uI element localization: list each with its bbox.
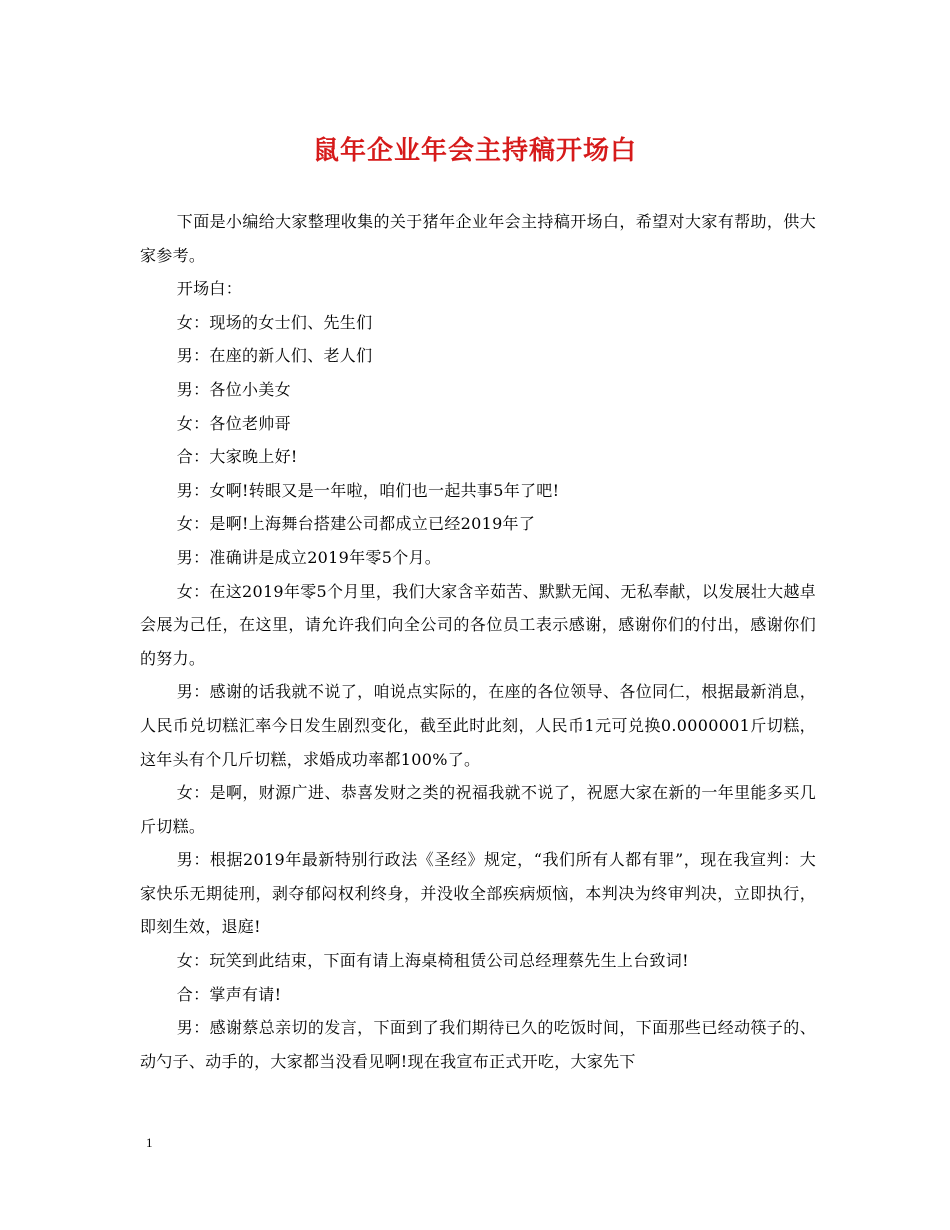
dialogue-line: 女：是啊!上海舞台搭建公司都成立已经2019年了 [176,514,536,534]
dialogue-line: 合：掌声有请! [176,984,282,1004]
paragraph-opening-label: 开场白： [176,279,242,299]
dialogue-line: 男：各位小美女 [176,379,291,399]
dialogue-paragraph: 男：感谢蔡总亲切的发言，下面到了我们期待已久的吃饭时间，下面那些已经动筷子的、动勺子、动手的，大家都当没看见啊!现在我宣布正式开吃，大家先下 [140,1018,816,1071]
page-number: 1 [146,1135,153,1150]
dialogue-paragraph: 女：是啊，财源广进、恭喜发财之类的祝福我就不说了，祝愿大家在新的一年里能多买几斤切糕。 [140,783,816,836]
paragraph-intro: 下面是小编给大家整理收集的关于猪年企业年会主持稿开场白，希望对大家有帮助，供大家参考。 [140,212,816,265]
dialogue-line: 合：大家晚上好! [176,447,298,467]
dialogue-line: 男：准确讲是成立2019年零5个月。 [176,547,442,567]
dialogue-line: 女：现场的女士们、先生们 [176,312,373,332]
dialogue-line: 男：在座的新人们、老人们 [176,346,373,366]
dialogue-paragraph: 男：感谢的话我就不说了，咱说点实际的，在座的各位领导、各位同仁，根据最新消息，人民币兑切糕汇率今日发生剧烈变化，截至此时此刻，人民币1元可兑换0.0000001斤切糕，这年头有个几斤切糕，求婚成功率都100%了。 [140,682,816,769]
dialogue-line: 男：女啊!转眼又是一年啦，咱们也一起共事5年了吧! [176,480,560,500]
dialogue-paragraph: 男：根据2019年最新特别行政法《圣经》规定，“我们所有人都有罪”，现在我宣判：大家快乐无期徒刑，剥夺郁闷权利终身，并没收全部疾病烦恼，本判决为终审判决，立即执行，即刻生效，退庭! [140,850,816,937]
dialogue-line: 女：玩笑到此结束，下面有请上海桌椅租赁公司总经理蔡先生上台致词! [176,951,689,971]
dialogue-line: 女：各位老帅哥 [176,413,291,433]
dialogue-paragraph: 女：在这2019年零5个月里，我们大家含辛茹苦、默默无闻、无私奉献，以发展壮大越卓会展为己任，在这里，请允许我们向全公司的各位员工表示感谢，感谢你们的付出，感谢你们的努力。 [140,581,816,668]
document-title: 鼠年企业年会主持稿开场白 [312,136,637,166]
document-body [140,205,816,1078]
